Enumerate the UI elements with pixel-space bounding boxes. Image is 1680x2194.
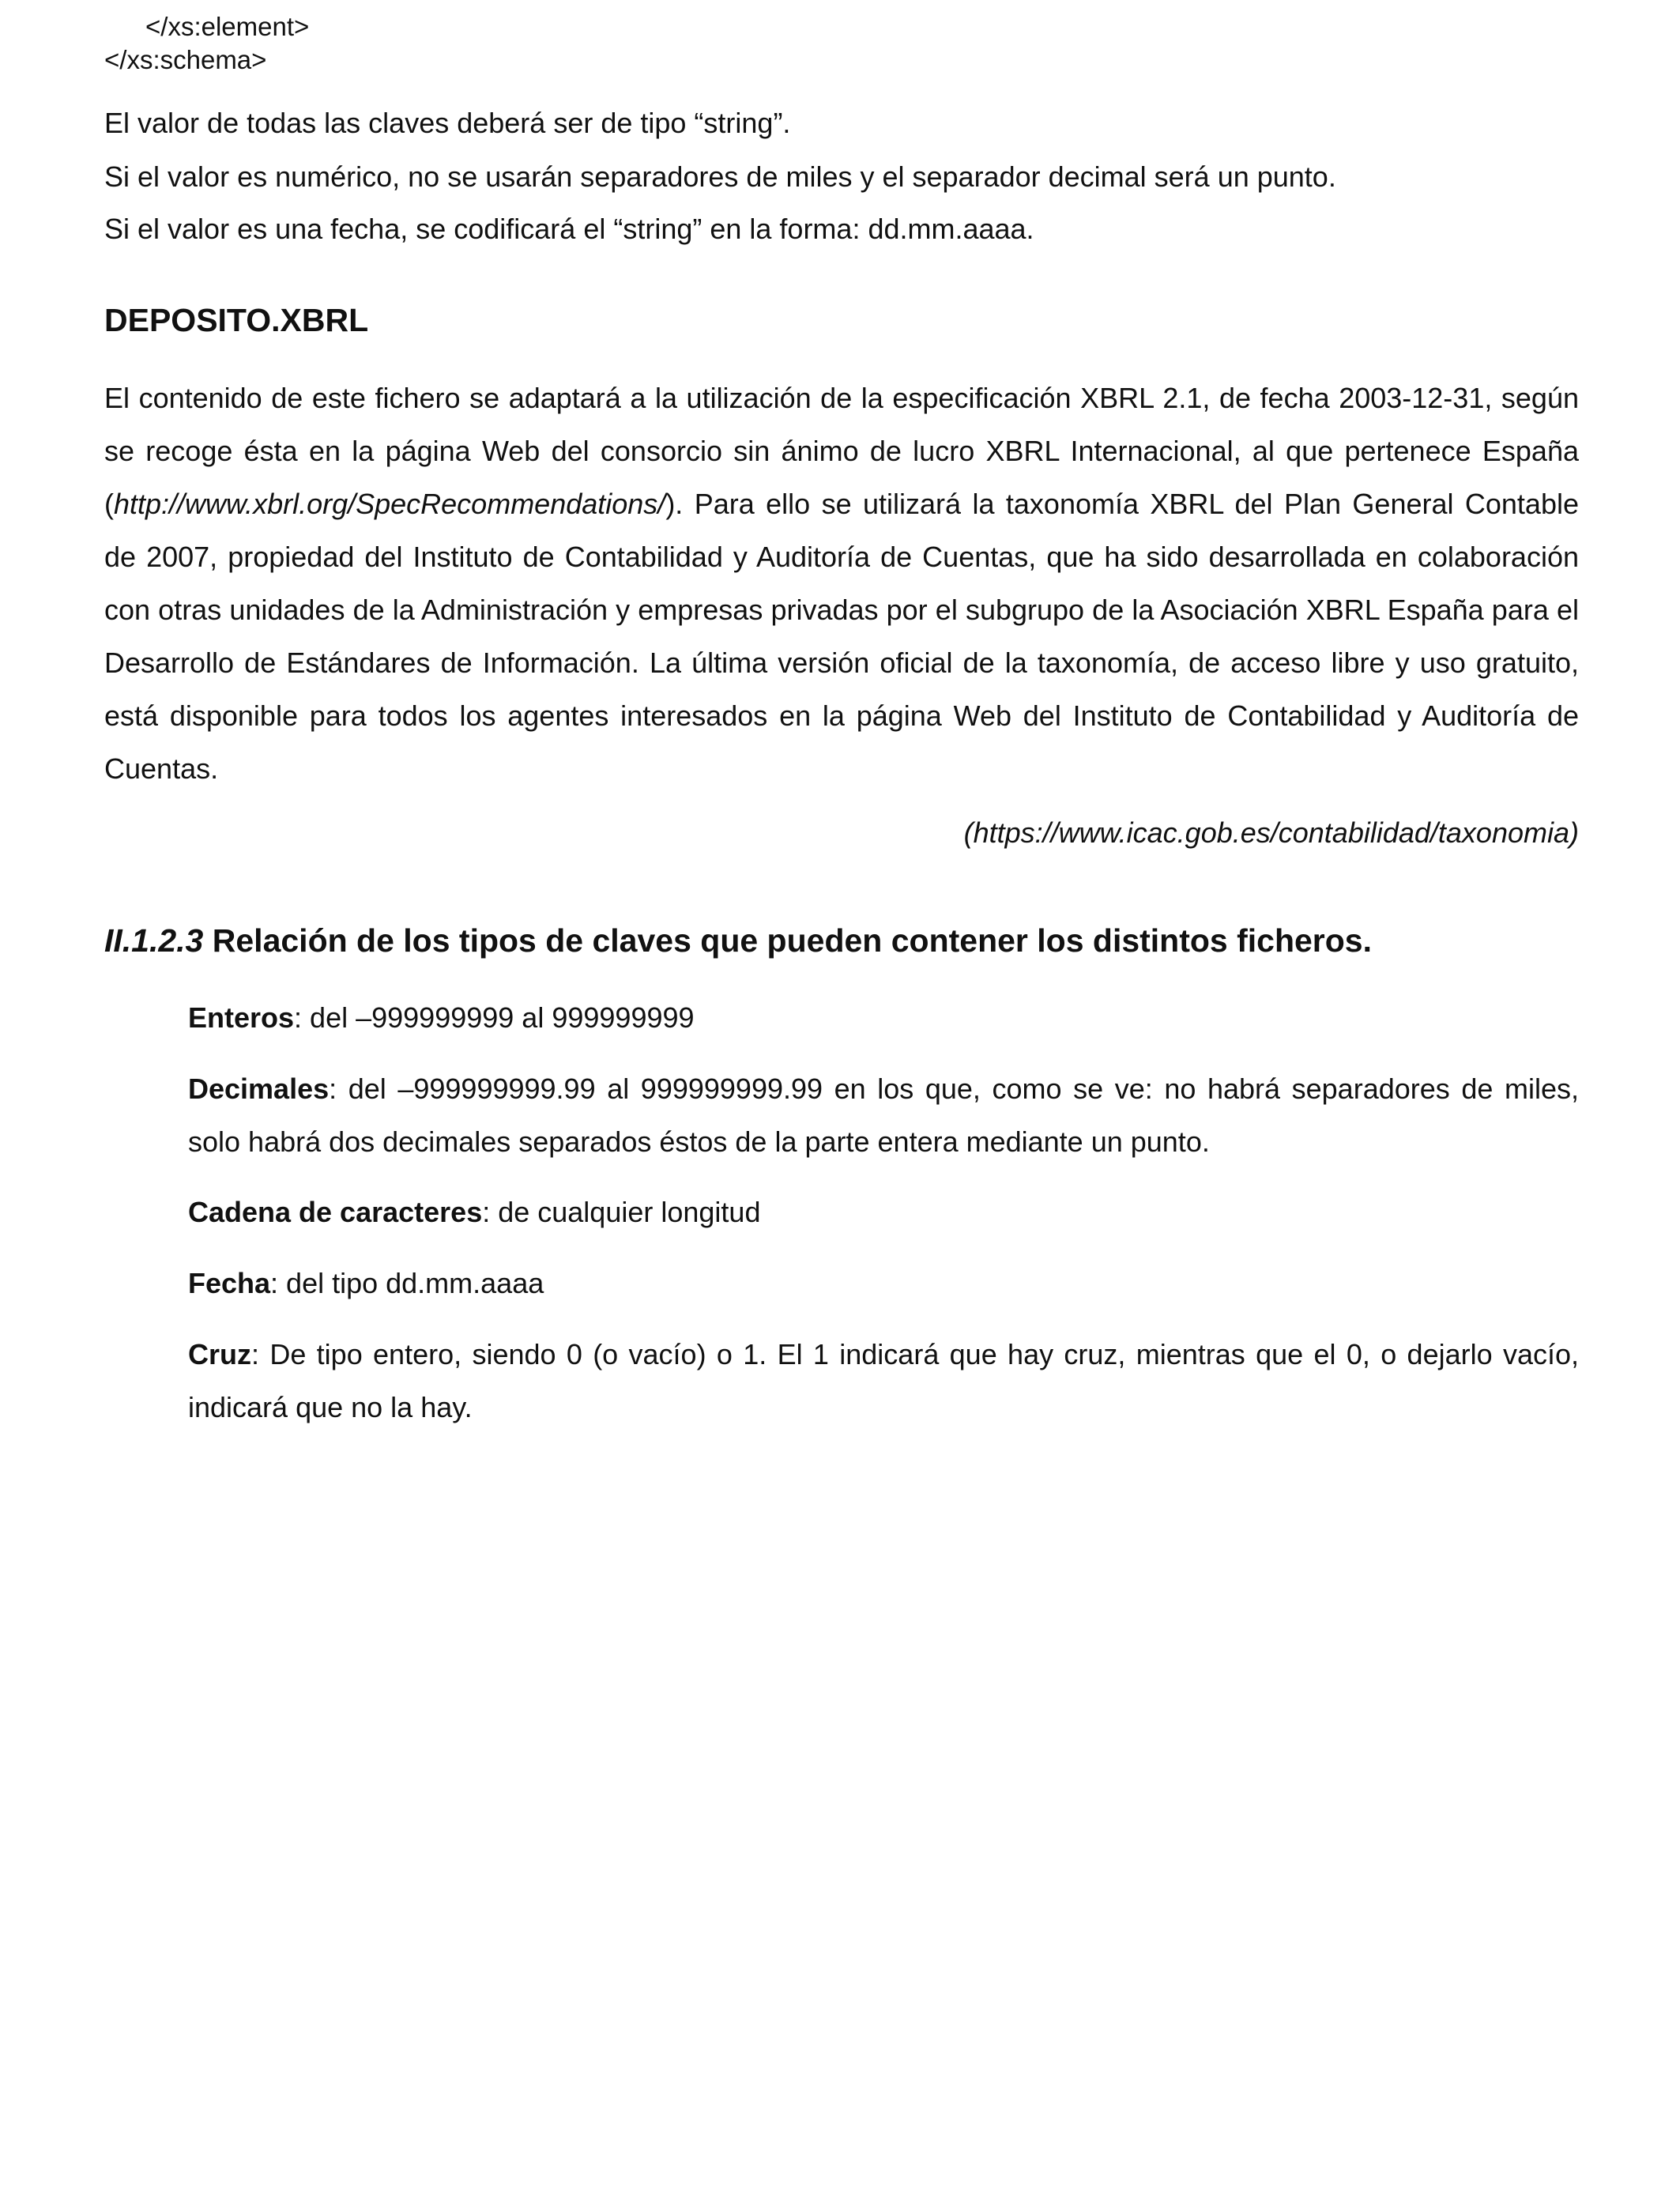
type-entry-fecha bbox=[188, 1257, 1579, 1310]
intro-numeric-format-note: Si el valor es numérico, no se usarán separadores de miles y el separador decimal será un punto. bbox=[104, 160, 1336, 193]
section-heading-deposito-xbrl: DEPOSITO.XBRL bbox=[104, 302, 369, 338]
type-description-fecha: : del tipo dd.mm.aaaa bbox=[270, 1267, 544, 1299]
icac-taxonomy-citation-link[interactable]: (https://www.icac.gob.es/contabilidad/taxonomia) bbox=[963, 816, 1579, 849]
intro-string-type-note: El valor de todas las claves deberá ser de tipo “string”. bbox=[104, 107, 791, 139]
type-entry-cadena bbox=[188, 1186, 1579, 1238]
type-term-enteros: Enteros bbox=[188, 1001, 295, 1034]
code-line-schema-close: </xs:schema> bbox=[104, 45, 267, 74]
type-term-cadena: Cadena de caracteres bbox=[188, 1196, 483, 1228]
type-description-cruz: : De tipo entero, siendo 0 (o vacío) o 1. El 1 indicará que hay cruz, mientras que el 0, o dejarlo vacío, indicará que no la hay. bbox=[188, 1338, 1579, 1423]
xbrl-spec-link[interactable]: http://www.xbrl.org/SpecRecommendations/ bbox=[114, 488, 666, 520]
type-entry-decimales bbox=[188, 1062, 1579, 1168]
subsection-title: Relación de los tipos de claves que pueden contener los distintos ficheros. bbox=[203, 922, 1372, 959]
type-entry-cruz bbox=[188, 1328, 1579, 1434]
deposito-text-before-link: El contenido de este fichero se adaptará a la utilización de la especificación XBRL 2.1, de fecha 2003-12-31, según se recoge ésta en la página Web del consorcio sin ánimo de lucro XBRL Internacional, al que pertenece España ( bbox=[104, 382, 1579, 520]
deposito-text-after-link: ). Para ello se utilizará la taxonomía XBRL del Plan General Contable de 2007, propiedad del Instituto de Contabilidad y Auditoría de Cuentas, que ha sido desarrollada en colaboración con otras unidades de la Administración y empresas privadas por el subgrupo de la Asociación XBRL España para el Desarrollo de Estándares de Información. La última versión oficial de la taxonomía, de acceso libre y uso gratuito, está disponible para todos los agentes interesados en la página Web del Instituto de Contabilidad y Auditoría de Cuentas. bbox=[104, 488, 1579, 785]
subsection-heading-key-types bbox=[104, 920, 1372, 961]
type-description-decimales: : del –999999999.99 al 999999999.99 en los que, como se ve: no habrá separadores de miles, solo habrá dos decimales separados éstos de la parte entera mediante un punto. bbox=[188, 1072, 1579, 1158]
type-entry-enteros bbox=[188, 991, 1579, 1044]
type-term-cruz: Cruz bbox=[188, 1338, 251, 1370]
type-description-cadena: : de cualquier longitud bbox=[482, 1196, 761, 1228]
type-term-decimales: Decimales bbox=[188, 1072, 330, 1105]
intro-date-format-note: Si el valor es una fecha, se codificará el “string” en la forma: dd.mm.aaaa. bbox=[104, 213, 1034, 245]
subsection-number: II.1.2.3 bbox=[104, 922, 204, 959]
type-description-enteros: : del –999999999 al 999999999 bbox=[294, 1001, 695, 1034]
code-line-element-close: </xs:element> bbox=[145, 12, 310, 41]
type-term-fecha: Fecha bbox=[188, 1267, 271, 1299]
deposito-paragraph bbox=[104, 371, 1579, 795]
